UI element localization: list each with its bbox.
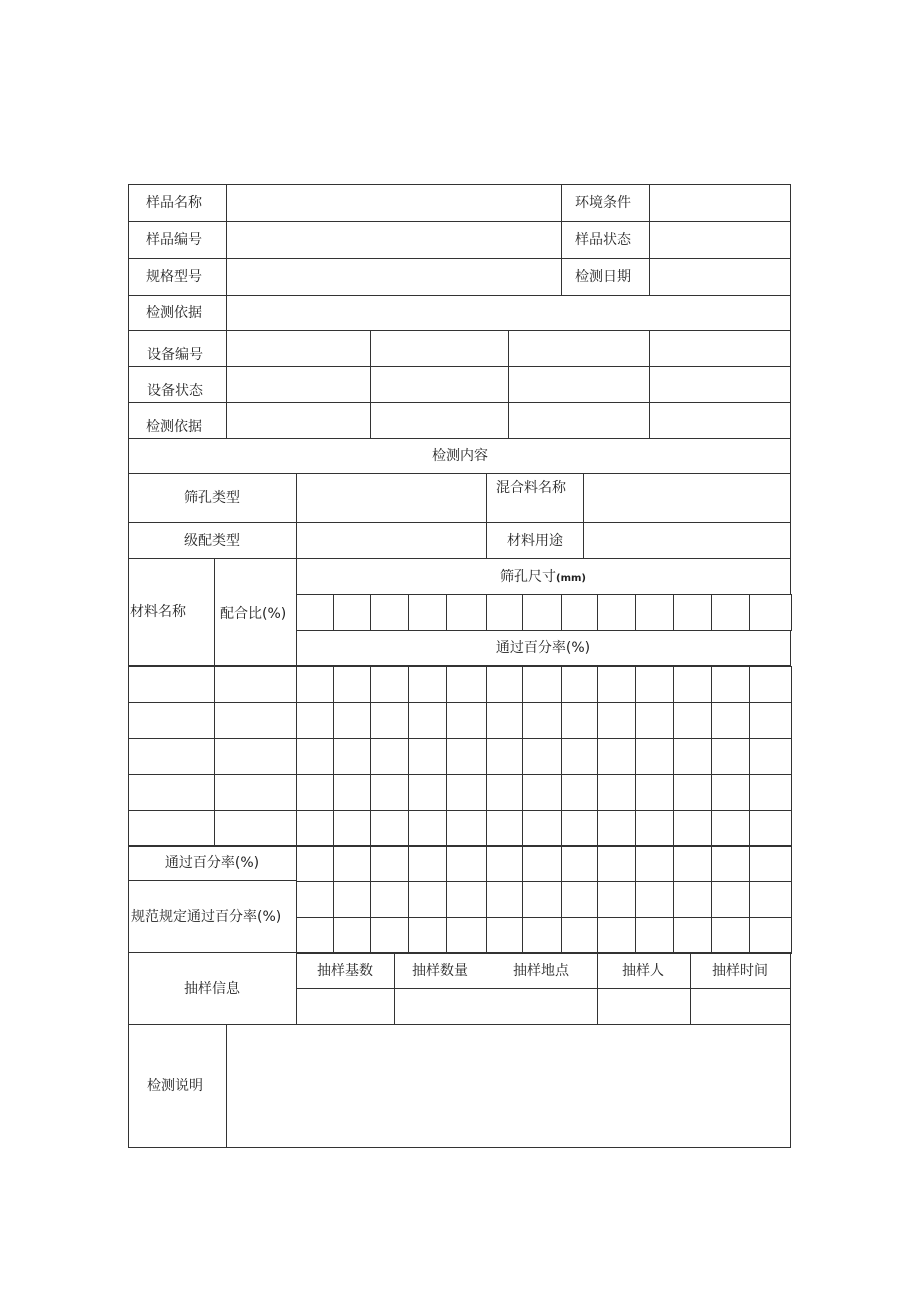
spec-pass-rate-cell[interactable] <box>711 881 750 918</box>
pass-rate-cell[interactable] <box>408 666 447 703</box>
spec-pass-rate-cell[interactable] <box>446 917 487 954</box>
equipment-cell[interactable] <box>226 330 371 367</box>
pass-rate-summary-cell[interactable] <box>711 845 750 882</box>
sampler-label: 抽样人 <box>622 963 664 979</box>
material-name-cell[interactable] <box>128 738 215 775</box>
spec-pass-rate-cell[interactable] <box>749 881 792 918</box>
spec-pass-rate-cell[interactable] <box>522 917 562 954</box>
spec-pass-rate-cell[interactable] <box>522 881 562 918</box>
mix-name-field[interactable] <box>583 473 791 523</box>
pass-rate-cell[interactable] <box>673 738 712 775</box>
pass-rate-summary-cell[interactable] <box>446 845 487 882</box>
pass-rate-cell[interactable] <box>522 666 562 703</box>
pass-rate-cell[interactable] <box>635 666 674 703</box>
pass-rate-cell[interactable] <box>446 666 487 703</box>
pass-rate-cell[interactable] <box>635 810 674 847</box>
pass-rate-cell[interactable] <box>561 702 598 739</box>
equipment-cell[interactable] <box>226 366 371 403</box>
pass-rate-cell[interactable] <box>446 702 487 739</box>
pass-rate-cell[interactable] <box>486 774 523 811</box>
spec-pass-rate-cell[interactable] <box>408 917 447 954</box>
pass-rate-cell[interactable] <box>673 666 712 703</box>
pass-rate-cell[interactable] <box>296 774 334 811</box>
sieve-size-cell[interactable] <box>486 594 523 631</box>
sampling-base-field[interactable] <box>296 988 395 1025</box>
pass-rate-cell[interactable] <box>711 666 750 703</box>
pass-rate-cell[interactable] <box>749 738 792 775</box>
spec-pass-rate-cell[interactable] <box>711 917 750 954</box>
pass-rate-cell[interactable] <box>749 774 792 811</box>
pass-rate-cell[interactable] <box>370 666 409 703</box>
spec-pass-rate-cell[interactable] <box>561 917 598 954</box>
spec-model-label: 规格型号 <box>146 269 202 285</box>
pass-rate-cell[interactable] <box>597 774 636 811</box>
sieve-unit-text: (mm) <box>556 573 586 584</box>
sieve-size-cell[interactable] <box>673 594 712 631</box>
test-notes-label: 检测说明 <box>147 1078 203 1094</box>
spec-pass-rate-cell[interactable] <box>561 881 598 918</box>
spec-pass-rate-cell[interactable] <box>446 881 487 918</box>
pass-rate-cell[interactable] <box>522 738 562 775</box>
sieve-size-cell[interactable] <box>711 594 750 631</box>
mix-ratio-cell[interactable] <box>214 810 297 847</box>
sieve-size-cell[interactable] <box>370 594 409 631</box>
pass-rate-cell[interactable] <box>597 702 636 739</box>
sieve-size-text: 筛孔尺寸 <box>500 569 557 585</box>
pass-rate-cell[interactable] <box>370 774 409 811</box>
sample-status-label: 样品状态 <box>575 232 631 248</box>
spec-pass-rate-cell[interactable] <box>333 881 371 918</box>
gradation-type-label: 级配类型 <box>184 533 240 549</box>
pass-rate-cell[interactable] <box>333 666 371 703</box>
pass-rate-cell[interactable] <box>370 702 409 739</box>
test-date-field[interactable] <box>649 258 791 296</box>
environment-label: 环境条件 <box>575 195 631 211</box>
test-notes-field[interactable] <box>226 1024 791 1148</box>
pass-rate-cell[interactable] <box>749 810 792 847</box>
pass-rate-cell[interactable] <box>333 810 371 847</box>
pass-rate-cell[interactable] <box>408 810 447 847</box>
sampling-qty-label: 抽样数量 <box>412 963 468 979</box>
spec-pass-rate-cell[interactable] <box>333 917 371 954</box>
pass-rate-cell[interactable] <box>522 810 562 847</box>
sieve-size-label <box>500 568 586 588</box>
equipment-cell[interactable] <box>508 402 650 439</box>
test-basis-field[interactable] <box>226 295 791 331</box>
spec-pass-rate-cell[interactable] <box>635 917 674 954</box>
sieve-size-cell[interactable] <box>408 594 447 631</box>
spec-pass-rate-cell[interactable] <box>296 917 334 954</box>
pass-rate-summary-cell[interactable] <box>597 845 636 882</box>
pass-rate-cell[interactable] <box>486 738 523 775</box>
sampler-field[interactable] <box>597 988 691 1025</box>
pass-rate-cell[interactable] <box>486 810 523 847</box>
material-name-cell[interactable] <box>128 774 215 811</box>
spec-pass-rate-cell[interactable] <box>597 917 636 954</box>
pass-rate-cell[interactable] <box>370 810 409 847</box>
sieve-size-cell[interactable] <box>522 594 562 631</box>
pass-rate-summary-cell[interactable] <box>486 845 523 882</box>
pass-rate-cell[interactable] <box>749 666 792 703</box>
equipment-number-label: 设备编号 <box>147 347 203 363</box>
spec-pass-rate-cell[interactable] <box>749 917 792 954</box>
sampling-info-label: 抽样信息 <box>184 981 240 997</box>
equipment-status-label: 设备状态 <box>147 383 203 399</box>
material-name-cell[interactable] <box>128 810 215 847</box>
pass-rate-cell[interactable] <box>408 702 447 739</box>
pass-rate-cell[interactable] <box>296 738 334 775</box>
sampling-qty-place-field[interactable] <box>394 988 598 1025</box>
equipment-cell[interactable] <box>370 330 509 367</box>
pass-rate-cell[interactable] <box>635 738 674 775</box>
equipment-cell[interactable] <box>370 402 509 439</box>
pass-rate-summary-cell[interactable] <box>673 845 712 882</box>
spec-pass-rate-cell[interactable] <box>370 917 409 954</box>
material-use-label: 材料用途 <box>507 533 563 549</box>
pass-rate-header-label: 通过百分率(%) <box>495 640 591 656</box>
pass-rate-summary-cell[interactable] <box>296 845 334 882</box>
pass-rate-cell[interactable] <box>333 774 371 811</box>
pass-rate-cell[interactable] <box>635 774 674 811</box>
pass-rate-cell[interactable] <box>408 774 447 811</box>
pass-rate-cell[interactable] <box>711 702 750 739</box>
spec-pass-rate-cell[interactable] <box>673 917 712 954</box>
spec-pass-rate-cell[interactable] <box>296 881 334 918</box>
sampling-place-label: 抽样地点 <box>513 963 569 979</box>
spec-pass-rate-cell[interactable] <box>408 881 447 918</box>
equipment-basis-label: 检测依据 <box>146 419 202 435</box>
pass-rate-summary-cell[interactable] <box>749 845 792 882</box>
pass-rate-cell[interactable] <box>296 702 334 739</box>
pass-rate-summary-cell[interactable] <box>370 845 409 882</box>
sample-name-label: 样品名称 <box>146 195 202 211</box>
test-date-label: 检测日期 <box>575 269 631 285</box>
pass-rate-cell[interactable] <box>561 666 598 703</box>
pass-rate-cell[interactable] <box>370 738 409 775</box>
sieve-size-cell[interactable] <box>561 594 598 631</box>
pass-rate-cell[interactable] <box>711 774 750 811</box>
pass-rate-cell[interactable] <box>673 774 712 811</box>
material-name-cell[interactable] <box>128 666 215 703</box>
sample-status-field[interactable] <box>649 221 791 259</box>
mix-ratio-cell[interactable] <box>214 702 297 739</box>
pass-rate-summary-cell[interactable] <box>635 845 674 882</box>
sieve-size-cell[interactable] <box>296 594 334 631</box>
sieve-size-cell[interactable] <box>333 594 371 631</box>
pass-rate-cell[interactable] <box>711 810 750 847</box>
pass-rate-cell[interactable] <box>673 702 712 739</box>
equipment-cell[interactable] <box>508 366 650 403</box>
pass-rate-cell[interactable] <box>333 738 371 775</box>
pass-rate-cell[interactable] <box>711 738 750 775</box>
pass-rate-cell[interactable] <box>296 666 334 703</box>
pass-rate-cell[interactable] <box>333 702 371 739</box>
equipment-cell[interactable] <box>649 330 791 367</box>
material-name-cell[interactable] <box>128 702 215 739</box>
spec-pass-rate-label: 规范规定通过百分率(%) <box>131 909 282 925</box>
pass-rate-cell[interactable] <box>635 702 674 739</box>
sample-number-field[interactable] <box>226 221 562 259</box>
equipment-cell[interactable] <box>649 366 791 403</box>
sampling-time-field[interactable] <box>690 988 791 1025</box>
sample-name-field[interactable] <box>226 184 562 222</box>
pass-rate-cell[interactable] <box>486 702 523 739</box>
pass-rate-cell[interactable] <box>446 810 487 847</box>
mix-ratio-cell[interactable] <box>214 666 297 703</box>
equipment-cell[interactable] <box>649 402 791 439</box>
pass-rate-cell[interactable] <box>446 774 487 811</box>
mix-ratio-label: 配合比(%) <box>220 606 287 622</box>
pass-rate-cell[interactable] <box>597 738 636 775</box>
equipment-cell[interactable] <box>370 366 509 403</box>
material-name-label: 材料名称 <box>130 604 186 620</box>
test-basis-label: 检测依据 <box>146 305 202 321</box>
sieve-size-cell[interactable] <box>446 594 487 631</box>
equipment-cell[interactable] <box>226 402 371 439</box>
equipment-cell[interactable] <box>508 330 650 367</box>
pass-rate-cell[interactable] <box>673 810 712 847</box>
pass-rate-summary-cell[interactable] <box>522 845 562 882</box>
gradation-type-field[interactable] <box>296 522 487 559</box>
pass-rate-summary-cell[interactable] <box>408 845 447 882</box>
sieve-type-field[interactable] <box>296 473 487 523</box>
pass-rate-cell[interactable] <box>749 702 792 739</box>
sieve-type-label: 筛孔类型 <box>184 490 240 506</box>
material-use-field[interactable] <box>583 522 791 559</box>
sieve-size-cell[interactable] <box>597 594 636 631</box>
pass-rate-row-label: 通过百分率(%) <box>164 855 260 871</box>
mix-ratio-cell[interactable] <box>214 738 297 775</box>
pass-rate-cell[interactable] <box>522 702 562 739</box>
pass-rate-cell[interactable] <box>597 810 636 847</box>
sample-number-label: 样品编号 <box>146 232 202 248</box>
sampling-time-label: 抽样时间 <box>712 963 768 979</box>
pass-rate-cell[interactable] <box>522 774 562 811</box>
sieve-size-cell[interactable] <box>749 594 792 631</box>
pass-rate-cell[interactable] <box>408 738 447 775</box>
pass-rate-cell[interactable] <box>486 666 523 703</box>
pass-rate-cell[interactable] <box>597 666 636 703</box>
sieve-size-cell[interactable] <box>635 594 674 631</box>
environment-field[interactable] <box>649 184 791 222</box>
mix-ratio-cell[interactable] <box>214 774 297 811</box>
pass-rate-cell[interactable] <box>561 774 598 811</box>
spec-pass-rate-cell[interactable] <box>635 881 674 918</box>
pass-rate-cell[interactable] <box>561 810 598 847</box>
spec-pass-rate-cell[interactable] <box>486 881 523 918</box>
pass-rate-cell[interactable] <box>446 738 487 775</box>
test-content-label: 检测内容 <box>432 448 488 464</box>
spec-pass-rate-cell[interactable] <box>370 881 409 918</box>
spec-pass-rate-cell[interactable] <box>673 881 712 918</box>
spec-model-field[interactable] <box>226 258 562 296</box>
pass-rate-cell[interactable] <box>561 738 598 775</box>
pass-rate-summary-cell[interactable] <box>333 845 371 882</box>
spec-pass-rate-cell[interactable] <box>486 917 523 954</box>
pass-rate-cell[interactable] <box>296 810 334 847</box>
spec-pass-rate-cell[interactable] <box>597 881 636 918</box>
mix-name-label: 混合料名称 <box>496 480 566 496</box>
sampling-base-label: 抽样基数 <box>317 963 373 979</box>
pass-rate-summary-cell[interactable] <box>561 845 598 882</box>
